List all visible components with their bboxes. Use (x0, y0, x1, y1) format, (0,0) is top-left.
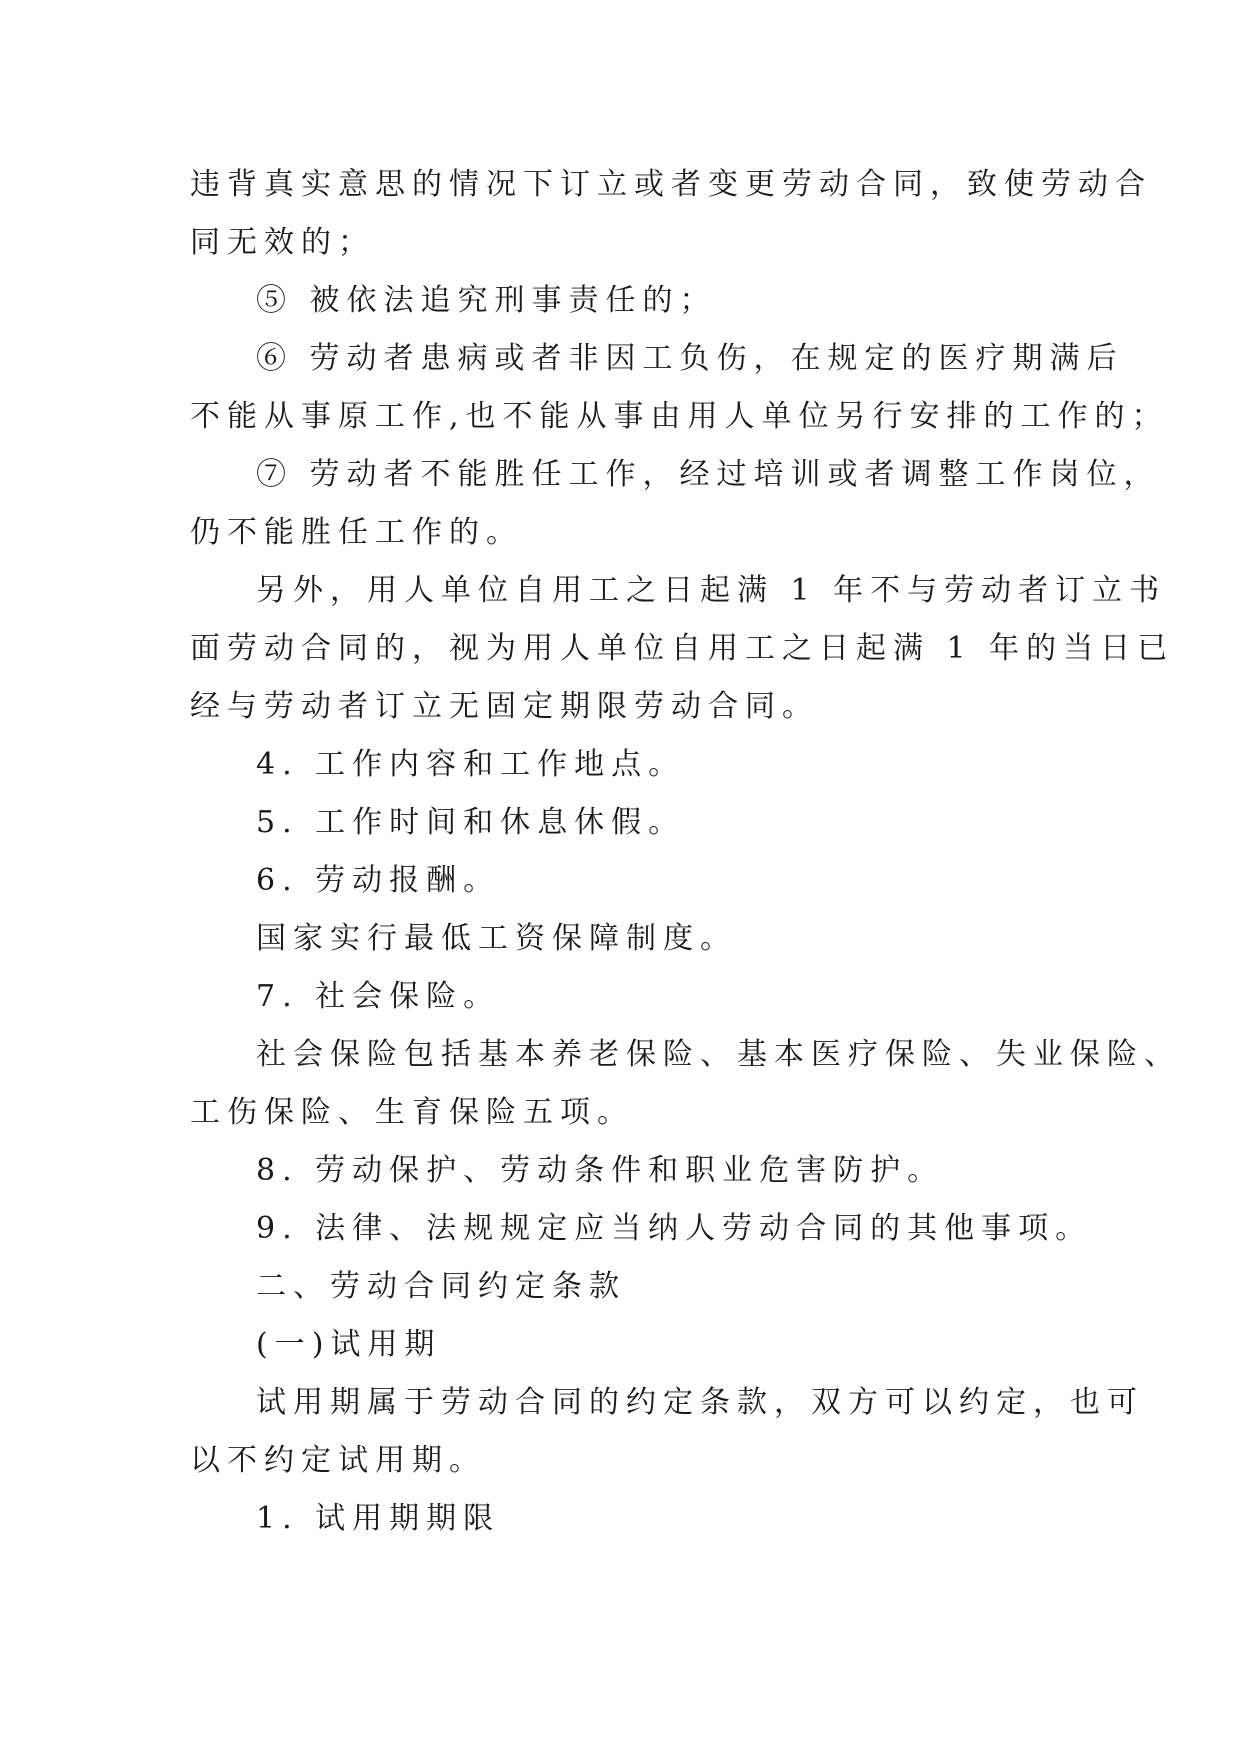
list-item-7: ⑦ 劳动者不能胜任工作，经过培训或者调整工作岗位， (256, 457, 1161, 492)
text-line: 经与劳动者订立无固定期限劳动合同。 (190, 689, 819, 724)
text-line: 不能从事原工作,也不能从事由用人单位另行安排的工作的； (190, 399, 1169, 434)
section-item-9: 9. 法律、法规规定应当纳人劳动合同的其他事项。 (256, 1211, 1093, 1246)
list-item-5: ⑤ 被依法追究刑事责任的； (256, 283, 717, 318)
text-line: 面劳动合同的，视为用人单位自用工之日起满 1 年的当日已 (190, 631, 1175, 666)
document-body (190, 156, 1181, 1548)
section-item-5: 5. 工作时间和休息休假。 (256, 805, 686, 840)
text-line: 同无效的； (190, 225, 375, 260)
subsection-item-1: 1. 试用期期限 (256, 1501, 501, 1536)
list-item-6: ⑥ 劳动者患病或者非因工负伤，在规定的医疗期满后 (256, 341, 1124, 376)
text-line: 仍不能胜任工作的。 (190, 515, 523, 550)
section-heading: 二、劳动合同约定条款 (256, 1269, 626, 1304)
section-item-8: 8. 劳动保护、劳动条件和职业危害防护。 (256, 1153, 945, 1188)
section-item-4: 4. 工作内容和工作地点。 (256, 747, 686, 782)
paragraph-start: 试用期属于劳动合同的约定条款，双方可以约定，也可 (256, 1385, 1144, 1420)
paragraph-start: 另外，用人单位自用工之日起满 1 年不与劳动者订立书 (256, 573, 1167, 608)
text-line: 以不约定试用期。 (190, 1443, 486, 1478)
text-line: 违背真实意思的情况下订立或者变更劳动合同，致使劳动合 (190, 167, 1152, 202)
section-item-6: 6. 劳动报酬。 (256, 863, 501, 898)
paragraph-start: 国家实行最低工资保障制度。 (256, 921, 737, 956)
section-item-7: 7. 社会保险。 (256, 979, 501, 1014)
paragraph-start: 社会保险包括基本养老保险、基本医疗保险、失业保险、 (256, 1037, 1181, 1072)
text-line: 工伤保险、生育保险五项。 (190, 1095, 634, 1130)
subsection-heading: (一)试用期 (256, 1327, 442, 1362)
